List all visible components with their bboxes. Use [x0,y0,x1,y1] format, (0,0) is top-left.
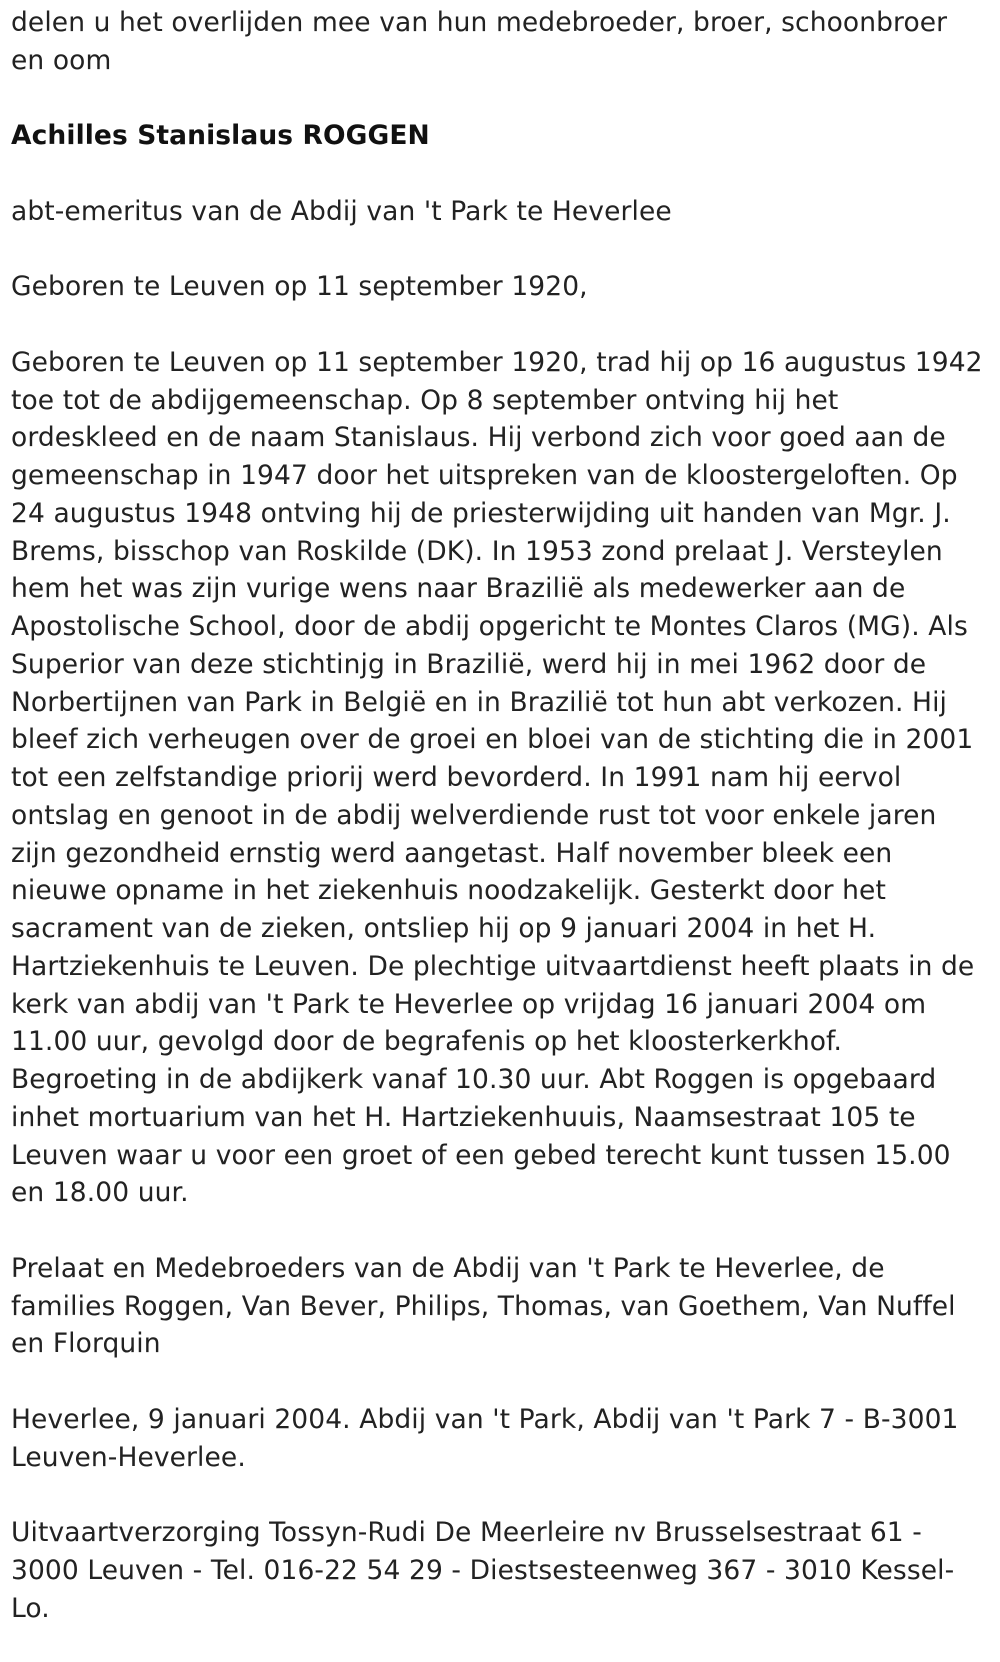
intro-text: delen u het overlijden mee van hun medebroeder, broer, schoonbroer en oom [11,7,948,76]
funeral-home-line: Uitvaartverzorging Tossyn-Rudi De Meerleire nv Brusselsestraat 61 - 3000 Leuven - Tel. 016-22 54 29 - Diestsesteenweg 367 - 3010 Kessel-Lo. [11,1517,955,1624]
birth-line: Geboren te Leuven op 11 september 1920, [11,271,588,303]
death-notice [11,4,986,1627]
deceased-name: Achilles Stanislaus ROGGEN [11,120,430,152]
deceased-title: abt-emeritus van de Abdij van 't Park te Heverlee [11,195,672,227]
biography-paragraph: Geboren te Leuven op 11 september 1920, trad hij op 16 augustus 1942 toe tot de abdijgemeenschap. Op 8 september ontving hij het ordeskleed en de naam Stanislaus. Hij verbond zich voor goed aan de gemeenschap in 1947 door het uitspreken van de kloostergeloften. Op 24 augustus 1948 ontving hij de priesterwijding uit handen van Mgr. J. Brems, bisschop van Roskilde (DK). In 1953 zond prelaat J. Versteylen hem het was zijn vurige wens naar Brazilië als medewerker aan de Apostolische School, door de abdij opgericht te Montes Claros (MG). Als Superior van deze stichtinjg in Brazilië, werd hij in mei 1962 door de Norbertijnen van Park in België en in Brazilië tot hun abt verkozen. Hij bleef zich verheugen over de groei en bloei van de stichting die in 2001 tot een zelfstandige priorij werd bevorderd. In 1991 nam hij eervol ontslag en genoot in de abdij welverdiende rust tot voor enkele jaren zijn gezondheid ernstig werd aangetast. Half november bleek een nieuwe opname in het ziekenhuis noodzakelijk. Gesterkt door het sacrament van de zieken, ontsliep hij op 9 januari 2004 in het H. Hartziekenhuis te Leuven. De plechtige uitvaartdienst heeft plaats in de kerk van abdij van 't Park te Heverlee op vrijdag 16 januari 2004 om 11.00 uur, gevolgd door de begrafenis op het kloosterkerkhof. Begroeting in de abdijkerk vanaf 10.30 uur. Abt Roggen is opgebaard inhet mortuarium van het H. Hartziekenhuuis, Naamsestraat 105 te Leuven waar u voor een groet of een gebed terecht kunt tussen 15.00 en 18.00 uur. [11,346,983,1209]
family-paragraph: Prelaat en Medebroeders van de Abdij van 't Park te Heverlee, de families Roggen, Van Bever, Philips, Thomas, van Goethem, Van Nuffel en Florquin [11,1252,956,1360]
place-date-line: Heverlee, 9 januari 2004. Abdij van 't Park, Abdij van 't Park 7 - B-3001 Leuven-Heverlee. [11,1403,959,1473]
